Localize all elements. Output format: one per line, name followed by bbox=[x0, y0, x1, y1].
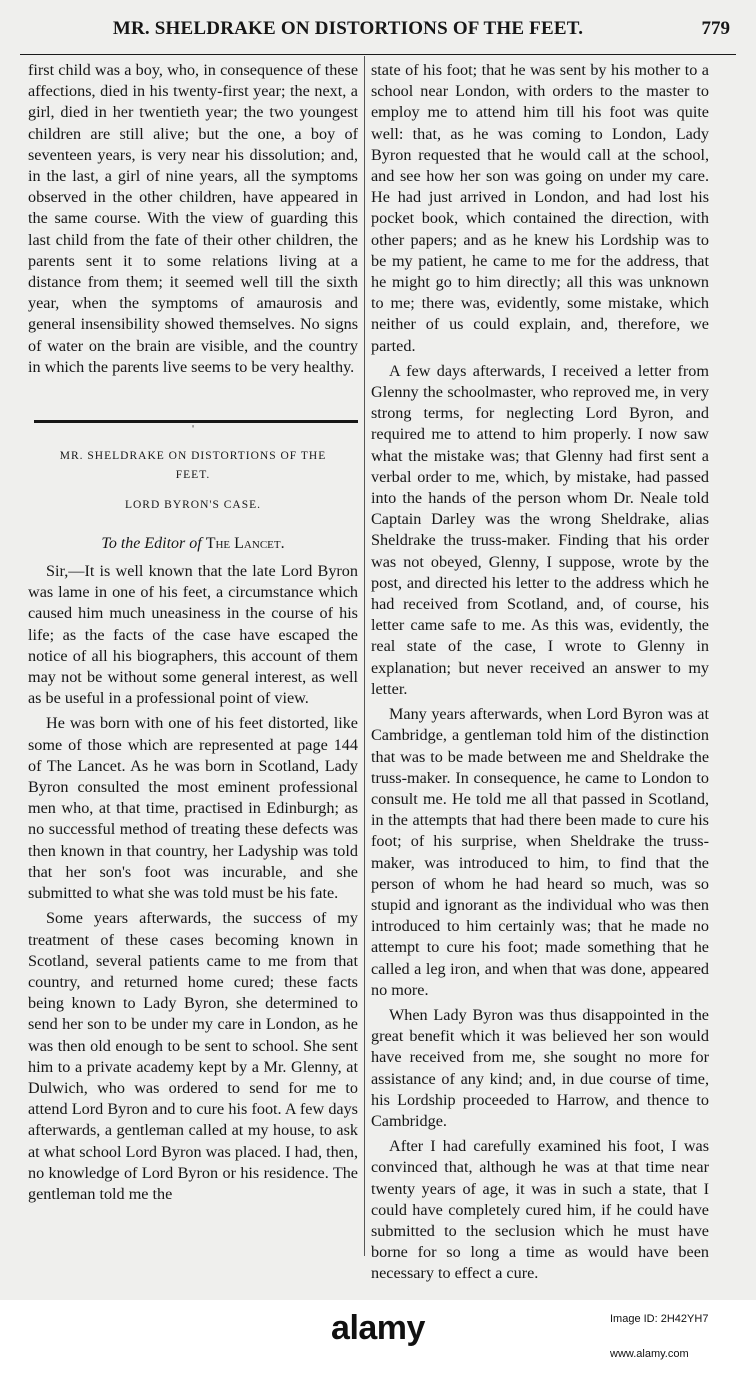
column-divider bbox=[364, 56, 365, 1256]
article-title-line-2: FEET. bbox=[175, 469, 211, 482]
editor-prefix: To the Editor of bbox=[101, 535, 202, 553]
right-paragraph-2: A few days afterwards, I received a letter from Glenny the schoolmaster, who reproved me, in very strong terms, for neglecting Lord Byron, and required me to attend to him properly. I now saw what the mistake was; that Glenny had first sent a verbal order to me, which, by mistake, had passed into the hands of the person whom Dr. Neale told Captain Darley was the wrong Sheldrake, alias Sheldrake the truss-maker. Finding that his order was not obeyed, Glenny, I suppose, wrote by the post, and directed his letter to the address which he had received from Scotland, and, of course, his letter came safe to me. As this was, evidently, the real state of the case, I wrote to Glenny in explanation; but never received an answer to my letter. bbox=[371, 361, 709, 698]
site-url: www.alamy.com bbox=[610, 1348, 689, 1360]
page-number: 779 bbox=[701, 18, 730, 39]
article-title bbox=[28, 447, 358, 485]
editor-salutation bbox=[28, 535, 358, 553]
running-header bbox=[20, 10, 736, 55]
article-paragraph-1: Sir,—It is well known that the late Lord Byron was lame in one of his feet, a circumstance which caused him much uneasiness in the course of his life; as the facts of the case have escaped the notice of all his biographers, this account of them may not be without some general interest, as well as be useful in a professional point of view. bbox=[28, 562, 358, 708]
article-separator-rule bbox=[34, 420, 358, 423]
right-column bbox=[371, 60, 709, 1285]
separator-mark: ˈ bbox=[191, 425, 195, 437]
right-paragraph-4: When Lady Byron was thus disappointed in the great benefit which it was believed her son would have received from me, she sought no more for assistance of any kind; and, in due course of time, his Lordship proceeded to Harrow, and thence to Cambridge. bbox=[371, 1005, 709, 1130]
right-paragraph-5: After I had carefully examined his foot, I was convinced that, although he was at that time near twenty years of age, it was in such a state, that I could have completely cured him, if he could have submitted to the seclusion which he must have borne for so long a time as would have been necessary to effect a cure. bbox=[371, 1137, 709, 1283]
brand-logo: alamy bbox=[331, 1309, 425, 1347]
right-paragraph-1: state of his foot; that he was sent by his mother to a school near London, with orders to the master to employ me to attend him till his foot was quite well: that, as he was coming to London, Lady Byron requested that he would call at the school, and see how her son was going on under my care. He had just arrived in London, and had lost his pocket book, which contained the direction, with other papers; and as he knew his Lordship was to be my patient, he came to me for the address, that he might go to him directly; all this was unknown to me; there was, evidently, some mistake, which neither of us could explain, and, therefore, we parted. bbox=[371, 61, 709, 355]
image-id: Image ID: 2H42YH7 bbox=[610, 1313, 709, 1325]
journal-name: The Lancet. bbox=[205, 535, 285, 553]
article-subtitle: LORD BYRON'S CASE. bbox=[124, 499, 262, 512]
article-paragraph-2: He was born with one of his feet distorted, like some of those which are represented at page 144 of The Lancet. As he was born in Scotland, Lady Byron consulted the most eminent professional men who, at that time, practised in Edinburgh; as no successful method of treating these defects was then known in that country, her Ladyship was told that her son's foot was incurable, and she submitted to what she was told must be his fate. bbox=[28, 714, 358, 903]
right-paragraph-3: Many years afterwards, when Lord Byron was at Cambridge, a gentleman told him of the distinction that was to be made between me and Sheldrake the truss-maker. In consequence, he came to London to consult me. He told me all that passed in Scotland, in the attempts that had there been made to cure his foot; of his surprise, when Sheldrake the truss-maker, was introduced to him, to find that the person of whom he had heard so much, was so stupid and ignorant as the individual who was then introduced to him certainly was; that he made no attempt to cure his foot; made something that he called a leg iron, and when that was done, appeared no more. bbox=[371, 705, 709, 999]
running-header-title: MR. SHELDRAKE ON DISTORTIONS OF THE FEET. bbox=[112, 18, 584, 39]
article-paragraph-3: Some years afterwards, the success of my treatment of these cases becoming known in Scotland, several patients came to me from that country, and returned home cured; these facts being known to Lady Byron, she determined to send her son to be under my care in London, as he was then old enough to be sent to school. She sent him to a private academy kept by a Mr. Glenny, at Dulwich, who was ordered to send for me to attend Lord Byron and to cure his foot. A few days afterwards, a gentleman called at my house, to ask at what school Lord Byron was placed. I had, then, no knowledge of Lord Byron or his residence. The gentleman told me the bbox=[28, 909, 358, 1203]
continued-paragraph: first child was a boy, who, in consequence of these affections, died in his twenty-first year; the next, a girl, died in her twentieth year; the two youngest children are still alive; but the one, a boy of seventeen years, is very near his dissolution; and, in the last, a girl of nine years, all the symptoms observed in the other children, have appeared in the same course. With the view of guarding this last child from the fate of their other children, the parents sent it to some relations living at a distance from them; it seemed well till the sixth year, when the symptoms of amaurosis and general insensibility showed themselves. No signs of water on the brain are visible, and the country in which the parents live seems to be very healthy. bbox=[28, 61, 358, 376]
left-column bbox=[28, 60, 358, 1205]
watermark-footer bbox=[0, 1300, 756, 1390]
article-title-line-1: MR. SHELDRAKE ON DISTORTIONS OF THE bbox=[59, 450, 327, 463]
